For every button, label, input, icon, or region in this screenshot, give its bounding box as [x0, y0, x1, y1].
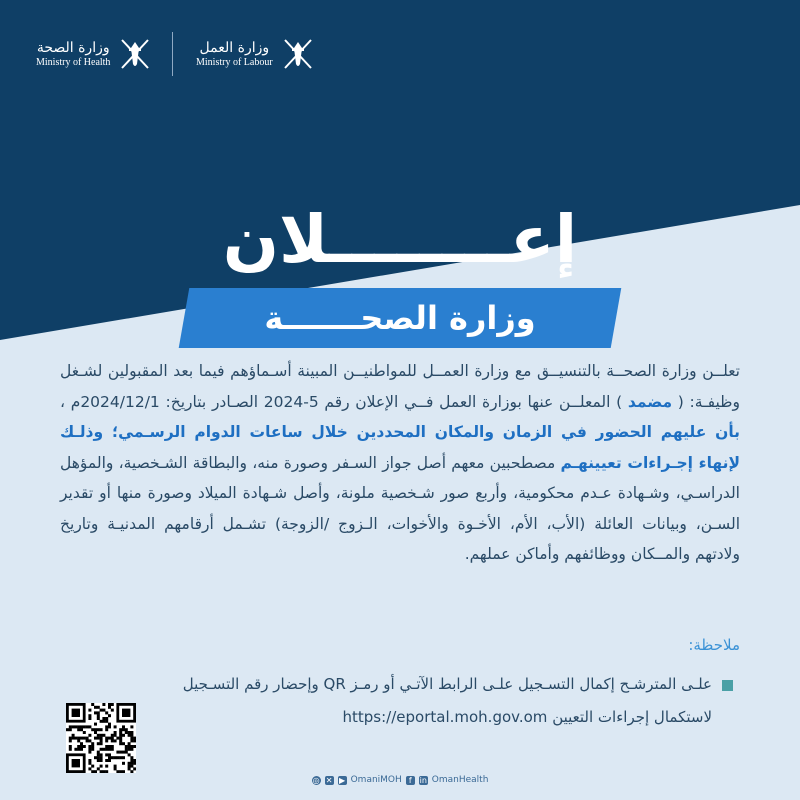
- required-documents: مصطحبين معهم أصل جواز السـفر وصورة منه، والبطاقة الشـخصية، والمؤهل الدراسـي، وشـهادة عـدم محكومية، وأربع صور شـخصية ملونة، وأصل شـهادة الميلاد وصورة منها أو تقدير السـن، وبيانات العائلة (الأب، الأم، الأخـوة والأخوات، الـزوج /الزوجة) تشـمل أرقامهم المدنيـة وتاريخ ولادتهم والمــكان ووظائفهم وأماكن عملهم.: [60, 453, 740, 563]
- ministry-name: وزارة الصحـــــــة: [264, 299, 536, 337]
- health-logo-english: Ministry of Health: [36, 57, 111, 68]
- logo-divider: [172, 32, 173, 76]
- note-label: ملاحظة:: [688, 636, 740, 654]
- oman-emblem-icon: [281, 34, 315, 74]
- linkedin-icon[interactable]: in: [419, 775, 427, 785]
- social-footer: [300, 772, 500, 788]
- social-handle-1: OmaniMOH: [350, 775, 402, 785]
- social-handle-2: OmanHealth: [431, 775, 489, 785]
- facebook-icon[interactable]: f: [406, 776, 415, 785]
- announcement-body: [60, 356, 740, 570]
- note-line-2-text: لاستكمال إجراءات التعيين: [547, 708, 712, 726]
- note-bullet-icon: [722, 680, 733, 691]
- health-logo-arabic: وزارة الصحة: [36, 40, 110, 56]
- labour-logo-arabic: وزارة العمل: [199, 40, 270, 56]
- job-title: مضمد: [627, 392, 673, 411]
- ministry-of-labour-logo: [196, 30, 315, 78]
- body-intro: تعلــن وزارة الصحــة بالتنسيــق مع وزارة العمــل للمواطنيــن المبينة أسـماؤهم فيما بعد المقبولين لشـغل وظيفـة: (: [60, 362, 740, 411]
- body-reference: ) المعلــن عنها بوزارة العمل فــي الإعلان رقم 5-2024 الصـادر بتاريخ: 2024/12/1م ،: [60, 392, 628, 411]
- note-line-1: علـى المترشـح إكمال التسـجيل علـى الرابط الآتـي أو رمـز QR وإحضار رقم التسـجيل: [182, 675, 712, 693]
- ministry-of-health-logo: [36, 30, 152, 78]
- registration-link[interactable]: https://eportal.moh.gov.om: [342, 708, 548, 726]
- x-icon[interactable]: ✕: [325, 775, 333, 785]
- note-line-2: [92, 703, 712, 731]
- oman-emblem-icon: [118, 34, 152, 74]
- instagram-icon[interactable]: ◎: [312, 775, 320, 785]
- labour-logo-english: Ministry of Labour: [196, 57, 273, 68]
- youtube-icon[interactable]: ▶: [339, 775, 346, 785]
- announcement-title: إعــــــــلان: [222, 201, 578, 278]
- qr-code[interactable]: [66, 703, 136, 773]
- attendance-instruction: بأن عليهم الحضور في الزمان والمكان المحددين خلال ساعات الدوام الرسـمي؛ وذلـك لإنهاء إجـراءات تعيينهـم: [60, 423, 740, 472]
